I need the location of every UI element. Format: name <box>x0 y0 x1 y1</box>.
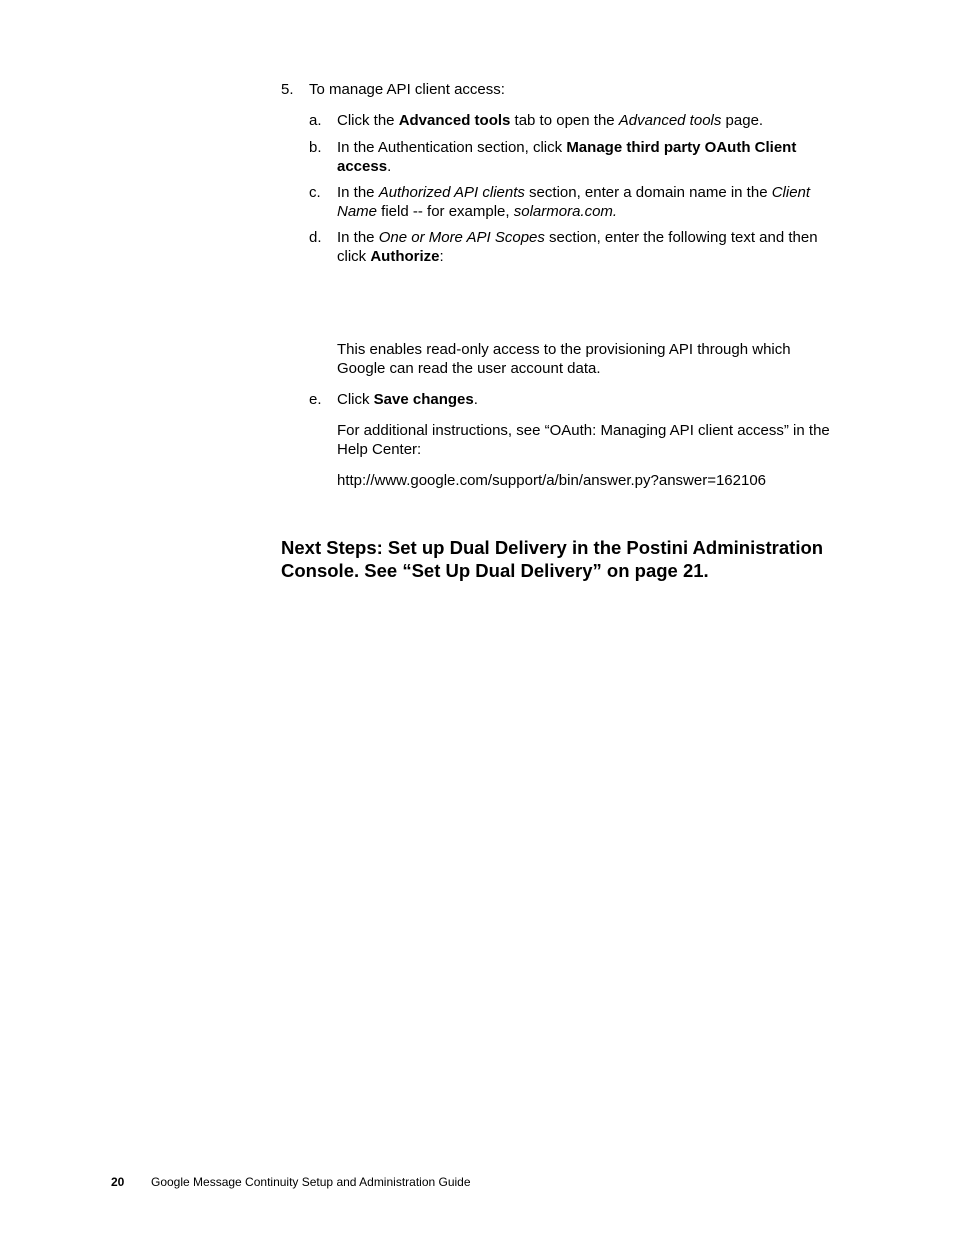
text-run: Click the <box>337 112 399 129</box>
text-run: section, enter a domain name in the <box>524 184 772 201</box>
ui-term-authorize: Authorize <box>370 248 440 265</box>
field-name: Client Name <box>337 184 811 220</box>
substep-text <box>337 138 842 176</box>
ui-term-advanced-tools-tab: Advanced tools <box>398 112 511 129</box>
text-run: page. <box>721 112 764 129</box>
ui-term-save-changes: Save changes <box>373 391 474 408</box>
substep-e-note: For additional instructions, see “OAuth: Managing API client access” in the Help Center: <box>337 422 830 458</box>
example-domain: solarmora.com. <box>513 203 618 220</box>
section-name: Authorized API clients <box>378 184 525 201</box>
substep-label: d. <box>309 229 322 246</box>
footer-guide-title: Google Message Continuity Setup and Administration Guide <box>151 1175 471 1189</box>
substep-text <box>337 228 842 266</box>
text-run: tab to open the <box>510 112 619 129</box>
substep-label: c. <box>309 184 321 201</box>
substep-text <box>337 183 837 221</box>
text-run: : <box>439 248 444 265</box>
text-run: . <box>387 158 392 175</box>
text-run: In the Authentication section, click <box>337 139 567 156</box>
substep-label: e. <box>309 391 322 408</box>
substep-d-note: This enables read-only access to the provisioning API through which Google can read the user account data. <box>337 341 791 377</box>
text-run: Click <box>337 391 374 408</box>
text-run: section, enter the following text and then click <box>337 229 818 265</box>
footer-page-number: 20 <box>111 1175 125 1189</box>
next-steps-heading: Next Steps: Set up Dual Delivery in the Postini Administration Console. See “Set Up Dual Delivery” on page 21. <box>281 537 824 581</box>
substep-label: a. <box>309 112 322 129</box>
substep-text <box>337 390 842 409</box>
step-number: 5. <box>281 81 294 98</box>
text-run: . <box>473 391 478 408</box>
substep-label: b. <box>309 139 322 156</box>
text-run: In the <box>337 184 379 201</box>
substep-text <box>337 111 842 130</box>
step-text: To manage API client access: <box>309 81 505 98</box>
text-run: field -- for example, <box>377 203 514 220</box>
page-name: Advanced tools <box>618 112 722 129</box>
help-center-url[interactable]: http://www.google.com/support/a/bin/answer.py?answer=162106 <box>337 472 767 489</box>
text-run: In the <box>337 229 379 246</box>
section-name: One or More API Scopes <box>378 229 545 246</box>
ui-term-manage-oauth: Manage third party OAuth Client access <box>337 139 797 175</box>
